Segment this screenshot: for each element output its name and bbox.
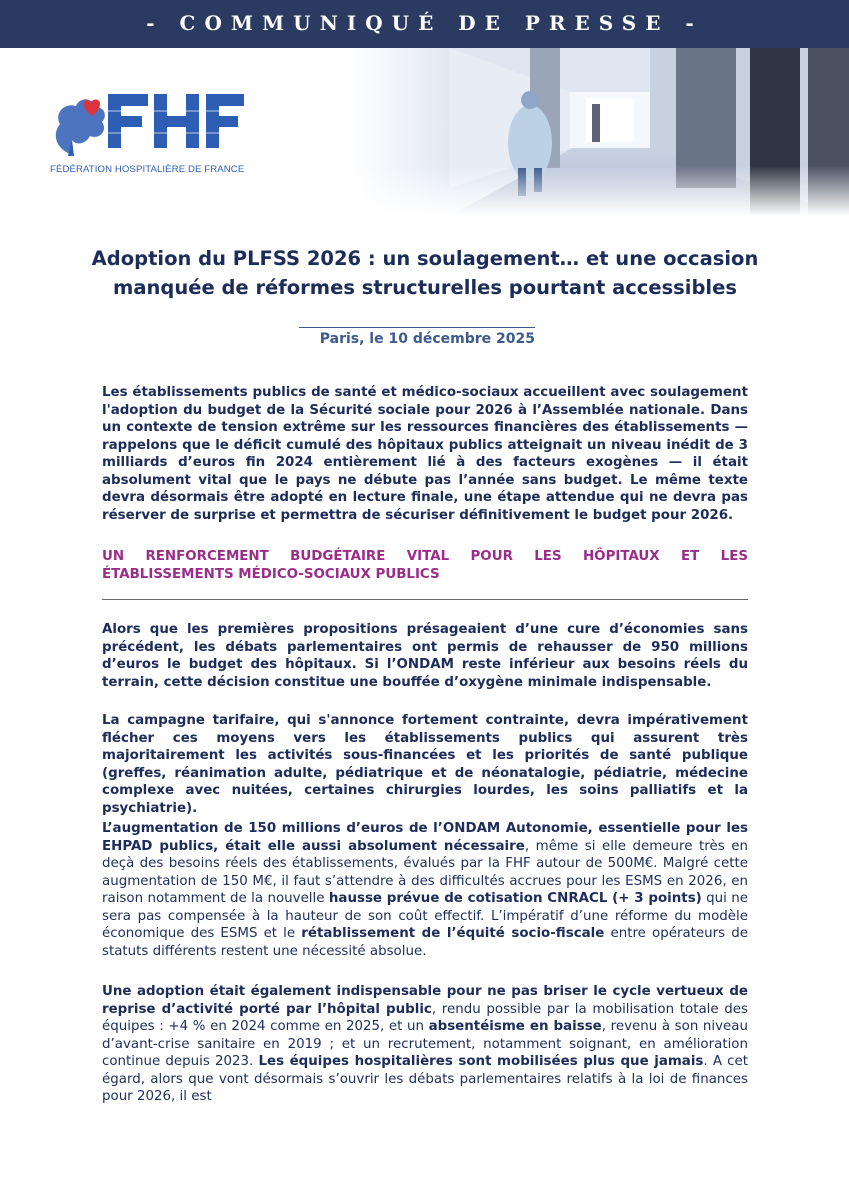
campaign-paragraph: La campagne tarifaire, qui s'annonce fortement contrainte, devra impérativement flécher ces moyens vers les établissements publics qui assurent très majoritairement les activités sous-financées et les priorités de santé publique (greffes, réanimation adulte, pédiatrique et de néonatalogie, pédiatrie, médecine complexe avec nuitées, certaines chirurgies lourdes, les soins palliatifs et la psychiatrie). bbox=[102, 713, 748, 816]
logo-subtitle: FÉDÉRATION HOSPITALIÈRE DE FRANCE bbox=[50, 164, 245, 175]
intro-paragraph: Les établissements publics de santé et médico-sociaux accueillent avec soulagement l'adoption du budget de la Sécurité sociale pour 2026 à l’Assemblée nationale. Dans un contexte de tension extrême sur les ressources financières des établissements — rappelons que le déficit cumulé des hôpitaux publics atteignait un niveau inédit de 3 milliards d’euros fin 2024 entièrement lié à des facteurs exogènes — il était absolument vital que le pays ne débute pas l’année sans budget. Le même texte devra désormais être adopté en lecture finale, une étape attendue qui ne devra pas réserver de surprise et permettra de sécuriser définitivement le budget pour 2026. bbox=[102, 385, 748, 523]
autonomie-lead: L’augmentation de 150 millions d’euros de l’ONDAM Autonomie, essentielle pour les EHPAD publics, était elle aussi absolument nécessaire bbox=[102, 821, 748, 854]
activity-paragraph bbox=[102, 983, 748, 1106]
release-date: Paris, le 10 décembre 2025 bbox=[319, 331, 535, 347]
corridor-illustration bbox=[350, 48, 849, 216]
absenteisme-highlight: absentéisme en baisse bbox=[428, 1019, 602, 1034]
fhf-logo bbox=[46, 84, 246, 184]
activity-lead: Une adoption était également indispensable pour ne pas briser le cycle vertueux de reprise d’activité porté par l’hôpital public bbox=[102, 984, 748, 1017]
section-heading: UN RENFORCEMENT BUDGÉTAIRE VITAL POUR LES HÔPITAUX ET LES ÉTABLISSEMENTS MÉDICO-SOCIAUX PUBLICS bbox=[102, 549, 748, 582]
title-separator bbox=[299, 327, 535, 328]
budget-paragraph: Alors que les premières propositions présageaient d’une cure d’économies sans précédent, les débats parlementaires ont permis de rehausser de 950 millions d’euros le budget des hôpitaux. Si l’ONDAM reste inférieur aux besoins réels du terrain, cette décision constitue une bouffée d’oxygène minimale indispensable. bbox=[102, 622, 748, 690]
press-release-banner: - COMMUNIQUÉ DE PRESSE - bbox=[0, 0, 849, 48]
equite-highlight: rétablissement de l’équité socio-fiscale bbox=[301, 926, 605, 941]
autonomie-text-1: , même si elle demeure très en deçà des besoins réels des établissements, évalués par la FHF autour de 500M€. Malgré cette augmentation de 150 M€, il faut s’attendre à des difficultés accrues pour les ESMS en 2026, en raison notamment de la nouvelle bbox=[102, 838, 748, 906]
autonomie-text-2: qui ne sera pas compensée à la hauteur de son coût effectif. L’impératif d’une réforme du modèle économique des ESMS et le bbox=[102, 891, 748, 941]
page-title: Adoption du PLFSS 2026 : un soulagement… et une occasion manquée de réformes structurelles pourtant accessibles bbox=[91, 247, 759, 299]
autonomie-paragraph bbox=[102, 820, 748, 960]
section-separator bbox=[102, 599, 748, 600]
activity-text-3: . A cet égard, alors que vont désormais s’ouvrir les débats parlementaires relatifs à la loi de finances pour 2026, il est bbox=[102, 1054, 748, 1104]
autonomie-text-3: entre opérateurs de statuts différents restent une nécessité absolue. bbox=[102, 926, 748, 959]
cnracl-highlight: hausse prévue de cotisation CNRACL (+ 3 points) bbox=[328, 891, 702, 906]
equipes-highlight: Les équipes hospitalières sont mobilisées plus que jamais bbox=[258, 1054, 704, 1069]
activity-text-2: , revenu à son niveau d’avant-crise sanitaire en 2019 ; et un recrutement, notamment soignant, en amélioration continue depuis 2023. bbox=[102, 1019, 748, 1069]
activity-text-1: , rendu possible par la mobilisation totale des équipes : +4 % en 2024 comme en 2025, et un bbox=[102, 1001, 748, 1034]
hospital-corridor-photo bbox=[350, 48, 849, 216]
